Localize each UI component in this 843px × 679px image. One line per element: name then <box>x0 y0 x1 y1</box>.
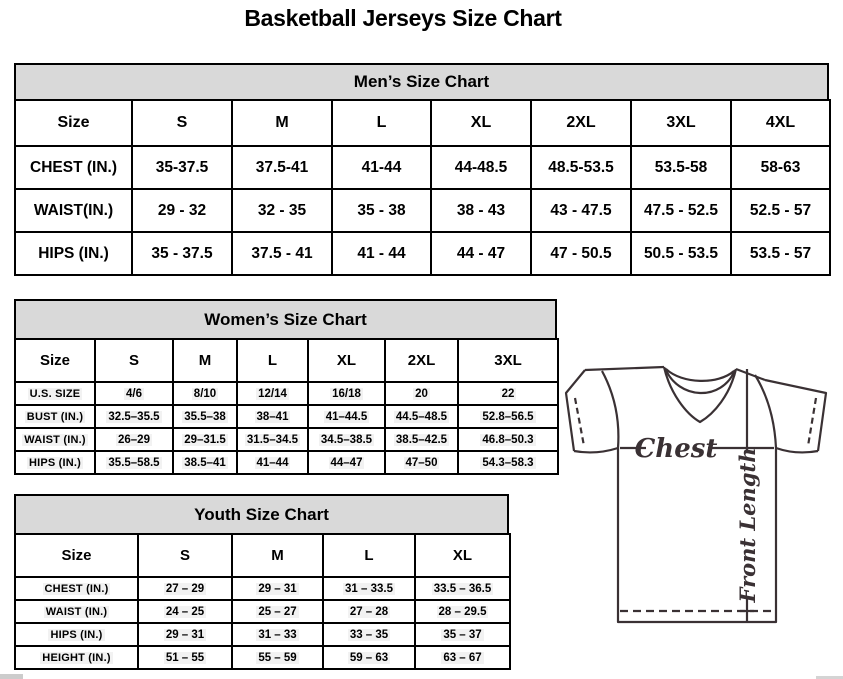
cell: 8/10 <box>173 382 237 405</box>
youth-size-chart <box>14 494 509 670</box>
cell: 44-48.5 <box>431 146 531 189</box>
table-row <box>15 189 830 232</box>
cell: 29–31.5 <box>173 428 237 451</box>
cell: 26–29 <box>95 428 173 451</box>
row-label: WAIST(IN.) <box>15 189 132 232</box>
cell: 50.5 - 53.5 <box>631 232 731 275</box>
womens-table <box>14 338 559 475</box>
mens-size-chart <box>14 63 829 276</box>
cell: 47.5 - 52.5 <box>631 189 731 232</box>
col-header: S <box>132 100 232 146</box>
cell: 25 – 27 <box>232 600 323 623</box>
cell: 53.5 - 57 <box>731 232 830 275</box>
cell: 41–44.5 <box>308 405 385 428</box>
col-header: L <box>323 534 415 577</box>
cell: 32 - 35 <box>232 189 332 232</box>
cell: 47–50 <box>385 451 458 474</box>
cell: 35 - 38 <box>332 189 431 232</box>
youth-header-row <box>15 534 510 577</box>
col-header: 2XL <box>385 339 458 382</box>
cell: 41–44 <box>237 451 308 474</box>
cell: 37.5-41 <box>232 146 332 189</box>
row-label: HEIGHT (IN.) <box>15 646 138 669</box>
mens-header-row <box>15 100 830 146</box>
cell: 4/6 <box>95 382 173 405</box>
cell: 52.8–56.5 <box>458 405 558 428</box>
mens-chart-title: Men’s Size Chart <box>14 63 829 101</box>
col-header: L <box>237 339 308 382</box>
cell: 16/18 <box>308 382 385 405</box>
col-header: L <box>332 100 431 146</box>
cell: 38.5–42.5 <box>385 428 458 451</box>
cell: 31.5–34.5 <box>237 428 308 451</box>
table-row <box>15 451 558 474</box>
col-header: 4XL <box>731 100 830 146</box>
col-header: Size <box>15 339 95 382</box>
sleeve-measure-dash-left <box>575 398 584 446</box>
cell: 53.5-58 <box>631 146 731 189</box>
row-label: HIPS (IN.) <box>15 232 132 275</box>
row-label: HIPS (IN.) <box>15 623 138 646</box>
table-row <box>15 428 558 451</box>
womens-size-chart <box>14 299 557 475</box>
cell: 33.5 – 36.5 <box>415 577 510 600</box>
cell: 52.5 - 57 <box>731 189 830 232</box>
jersey-measurement-diagram <box>558 358 843 630</box>
col-header: Size <box>15 534 138 577</box>
mens-table <box>14 99 831 276</box>
cell: 38–41 <box>237 405 308 428</box>
col-header: 2XL <box>531 100 631 146</box>
table-row <box>15 146 830 189</box>
table-row <box>15 382 558 405</box>
cell: 37.5 - 41 <box>232 232 332 275</box>
cell: 44–47 <box>308 451 385 474</box>
cell: 38.5–41 <box>173 451 237 474</box>
row-label: U.S. SIZE <box>15 382 95 405</box>
cell: 35-37.5 <box>132 146 232 189</box>
row-label: WAIST (IN.) <box>15 600 138 623</box>
cell: 31 – 33 <box>232 623 323 646</box>
cell: 44 - 47 <box>431 232 531 275</box>
table-row <box>15 232 830 275</box>
cell: 35 – 37 <box>415 623 510 646</box>
scrollbar-fragment-left[interactable] <box>0 674 23 679</box>
cell: 48.5-53.5 <box>531 146 631 189</box>
cell: 41 - 44 <box>332 232 431 275</box>
cell: 33 – 35 <box>323 623 415 646</box>
col-header: S <box>138 534 232 577</box>
cell: 29 - 32 <box>132 189 232 232</box>
sleeve-measure-dash-right <box>808 398 816 446</box>
row-label: HIPS (IN.) <box>15 451 95 474</box>
table-row <box>15 646 510 669</box>
col-header: Size <box>15 100 132 146</box>
row-label: CHEST (IN.) <box>15 146 132 189</box>
col-header: 3XL <box>631 100 731 146</box>
table-row <box>15 405 558 428</box>
cell: 35.5–58.5 <box>95 451 173 474</box>
chest-label: Chest <box>634 434 718 464</box>
womens-chart-title: Women’s Size Chart <box>14 299 557 340</box>
col-header: S <box>95 339 173 382</box>
col-header: XL <box>308 339 385 382</box>
cell: 54.3–58.3 <box>458 451 558 474</box>
cell: 59 – 63 <box>323 646 415 669</box>
page-title: Basketball Jerseys Size Chart <box>244 5 562 31</box>
cell: 12/14 <box>237 382 308 405</box>
cell: 31 – 33.5 <box>323 577 415 600</box>
cell: 34.5–38.5 <box>308 428 385 451</box>
cell: 43 - 47.5 <box>531 189 631 232</box>
col-header: 3XL <box>458 339 558 382</box>
col-header: M <box>173 339 237 382</box>
cell: 55 – 59 <box>232 646 323 669</box>
cell: 47 - 50.5 <box>531 232 631 275</box>
row-label: BUST (IN.) <box>15 405 95 428</box>
cell: 22 <box>458 382 558 405</box>
row-label: WAIST (IN.) <box>15 428 95 451</box>
col-header: XL <box>415 534 510 577</box>
womens-header-row <box>15 339 558 382</box>
front-length-label: Front Length <box>735 447 760 603</box>
cell: 63 – 67 <box>415 646 510 669</box>
cell: 44.5–48.5 <box>385 405 458 428</box>
cell: 51 – 55 <box>138 646 232 669</box>
cell: 46.8–50.3 <box>458 428 558 451</box>
cell: 58-63 <box>731 146 830 189</box>
youth-table <box>14 533 511 670</box>
cell: 20 <box>385 382 458 405</box>
cell: 28 – 29.5 <box>415 600 510 623</box>
table-row <box>15 623 510 646</box>
col-header: XL <box>431 100 531 146</box>
cell: 35 - 37.5 <box>132 232 232 275</box>
cell: 29 – 31 <box>232 577 323 600</box>
cell: 38 - 43 <box>431 189 531 232</box>
col-header: M <box>232 100 332 146</box>
jersey-diagram-icon <box>558 358 843 630</box>
col-header: M <box>232 534 323 577</box>
cell: 27 – 28 <box>323 600 415 623</box>
cell: 24 – 25 <box>138 600 232 623</box>
cell: 27 – 29 <box>138 577 232 600</box>
row-label: CHEST (IN.) <box>15 577 138 600</box>
cell: 29 – 31 <box>138 623 232 646</box>
cell: 32.5–35.5 <box>95 405 173 428</box>
table-row <box>15 600 510 623</box>
cell: 35.5–38 <box>173 405 237 428</box>
youth-chart-title: Youth Size Chart <box>14 494 509 535</box>
cell: 41-44 <box>332 146 431 189</box>
table-row <box>15 577 510 600</box>
